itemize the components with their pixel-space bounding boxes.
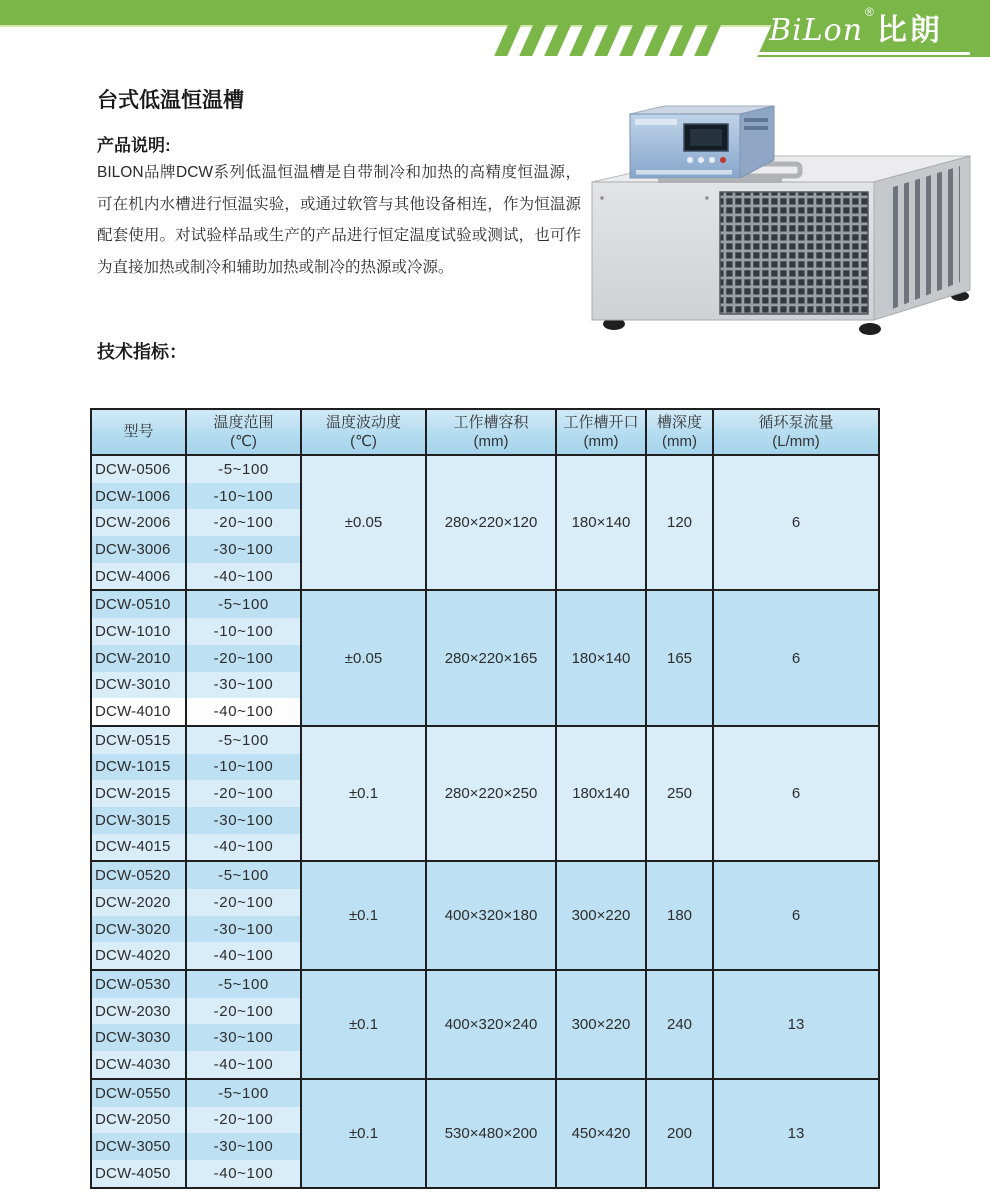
model-cell: DCW-4006: [91, 563, 186, 591]
table-row: [91, 1079, 879, 1107]
volume-cell: 400×320×240: [426, 970, 556, 1079]
temp-range-cell: -10~100: [186, 483, 301, 510]
brand-banner: [0, 0, 990, 60]
depth-cell: 180: [646, 861, 713, 970]
temp-range-cell: -40~100: [186, 563, 301, 591]
thermostat-bath-illustration: [572, 98, 987, 336]
model-cell: DCW-0530: [91, 970, 186, 998]
temp-range-cell: -10~100: [186, 754, 301, 781]
temp-range-cell: -5~100: [186, 726, 301, 754]
column-header: 槽深度 (mm): [646, 409, 713, 455]
flow-cell: 13: [713, 1079, 879, 1188]
temp-range-cell: -30~100: [186, 536, 301, 563]
spec-table-wrap: [90, 408, 880, 1189]
product-description: BILON品牌DCW系列低温恒温槽是自带制冷和加热的高精度恒温源，可在机内水槽进行恒温实验，或通过软管与其他设备相连，作为恒温源配套使用。对试验样品或生产的产品进行恒定温度试验或测试，也可作为直接加热或制冷和辅助加热或制冷的热源或冷源。: [97, 164, 581, 276]
model-cell: DCW-2050: [91, 1107, 186, 1134]
temp-range-cell: -5~100: [186, 861, 301, 889]
table-row: [91, 970, 879, 998]
opening-cell: 180x140: [556, 726, 646, 861]
spec-table: [90, 408, 880, 1189]
brand-logo-chinese: 比朗: [876, 14, 943, 47]
product-photo: [572, 98, 987, 341]
column-header: 循环泵流量 (L/mm): [713, 409, 879, 455]
depth-cell: 240: [646, 970, 713, 1079]
depth-cell: 200: [646, 1079, 713, 1188]
opening-cell: 450×420: [556, 1079, 646, 1188]
temp-range-cell: -40~100: [186, 834, 301, 862]
fluctuation-cell: ±0.1: [301, 726, 426, 861]
opening-cell: 300×220: [556, 861, 646, 970]
temp-range-cell: -5~100: [186, 455, 301, 483]
table-row: [91, 590, 879, 618]
opening-cell: 300×220: [556, 970, 646, 1079]
spec-heading: 技术指标：: [97, 342, 187, 362]
column-header: 型号: [91, 409, 186, 455]
brand-logo-script: BiLon: [769, 13, 864, 48]
model-cell: DCW-0515: [91, 726, 186, 754]
volume-cell: 280×220×165: [426, 590, 556, 725]
temp-range-cell: -30~100: [186, 916, 301, 943]
model-cell: DCW-0506: [91, 455, 186, 483]
description-heading: 产品说明:: [97, 136, 171, 155]
spec-table-body: [91, 455, 879, 1188]
temp-range-cell: -5~100: [186, 590, 301, 618]
volume-cell: 400×320×180: [426, 861, 556, 970]
volume-cell: 530×480×200: [426, 1079, 556, 1188]
flow-cell: 6: [713, 861, 879, 970]
temp-range-cell: -20~100: [186, 780, 301, 807]
temp-range-cell: -30~100: [186, 672, 301, 699]
flow-cell: 6: [713, 455, 879, 590]
temp-range-cell: -20~100: [186, 1107, 301, 1134]
temp-range-cell: -40~100: [186, 1160, 301, 1188]
model-cell: DCW-3010: [91, 672, 186, 699]
model-cell: DCW-4030: [91, 1051, 186, 1079]
depth-cell: 120: [646, 455, 713, 590]
column-header: 工作槽容积 (mm): [426, 409, 556, 455]
opening-cell: 180×140: [556, 455, 646, 590]
model-cell: DCW-1006: [91, 483, 186, 510]
brand-logo: [742, 5, 970, 55]
depth-cell: 250: [646, 726, 713, 861]
fluctuation-cell: ±0.05: [301, 590, 426, 725]
fluctuation-cell: ±0.1: [301, 970, 426, 1079]
fluctuation-cell: ±0.1: [301, 861, 426, 970]
temp-range-cell: -20~100: [186, 509, 301, 536]
model-cell: DCW-3020: [91, 916, 186, 943]
model-cell: DCW-2015: [91, 780, 186, 807]
temp-range-cell: -40~100: [186, 942, 301, 970]
model-cell: DCW-2006: [91, 509, 186, 536]
temp-range-cell: -5~100: [186, 1079, 301, 1107]
fluctuation-cell: ±0.1: [301, 1079, 426, 1188]
volume-cell: 280×220×120: [426, 455, 556, 590]
table-row: [91, 861, 879, 889]
table-row: [91, 455, 879, 483]
temp-range-cell: -10~100: [186, 618, 301, 645]
model-cell: DCW-3050: [91, 1133, 186, 1160]
model-cell: DCW-1010: [91, 618, 186, 645]
model-cell: DCW-4010: [91, 698, 186, 726]
temp-range-cell: -30~100: [186, 1024, 301, 1051]
temp-range-cell: -40~100: [186, 698, 301, 726]
temp-range-cell: -40~100: [186, 1051, 301, 1079]
depth-cell: 165: [646, 590, 713, 725]
model-cell: DCW-3006: [91, 536, 186, 563]
column-header: 工作槽开口 (mm): [556, 409, 646, 455]
fluctuation-cell: ±0.05: [301, 455, 426, 590]
model-cell: DCW-4015: [91, 834, 186, 862]
opening-cell: 180×140: [556, 590, 646, 725]
temp-range-cell: -30~100: [186, 807, 301, 834]
banner-diagonal-stripes-icon: [508, 25, 721, 56]
registered-trademark-icon: ®: [865, 5, 874, 19]
spec-table-header: [91, 409, 879, 455]
temp-range-cell: -5~100: [186, 970, 301, 998]
flow-cell: 6: [713, 726, 879, 861]
flow-cell: 6: [713, 590, 879, 725]
model-cell: DCW-0510: [91, 590, 186, 618]
page-title: 台式低温恒温槽: [97, 89, 244, 112]
model-cell: DCW-2020: [91, 889, 186, 916]
column-header: 温度范围 (℃): [186, 409, 301, 455]
model-cell: DCW-2030: [91, 998, 186, 1025]
temp-range-cell: -20~100: [186, 998, 301, 1025]
model-cell: DCW-3015: [91, 807, 186, 834]
model-cell: DCW-1015: [91, 754, 186, 781]
flow-cell: 13: [713, 970, 879, 1079]
column-header: 温度波动度 (℃): [301, 409, 426, 455]
model-cell: DCW-4020: [91, 942, 186, 970]
model-cell: DCW-2010: [91, 645, 186, 672]
temp-range-cell: -20~100: [186, 889, 301, 916]
model-cell: DCW-0550: [91, 1079, 186, 1107]
temp-range-cell: -20~100: [186, 645, 301, 672]
model-cell: DCW-3030: [91, 1024, 186, 1051]
temp-range-cell: -30~100: [186, 1133, 301, 1160]
model-cell: DCW-4050: [91, 1160, 186, 1188]
volume-cell: 280×220×250: [426, 726, 556, 861]
table-row: [91, 726, 879, 754]
model-cell: DCW-0520: [91, 861, 186, 889]
